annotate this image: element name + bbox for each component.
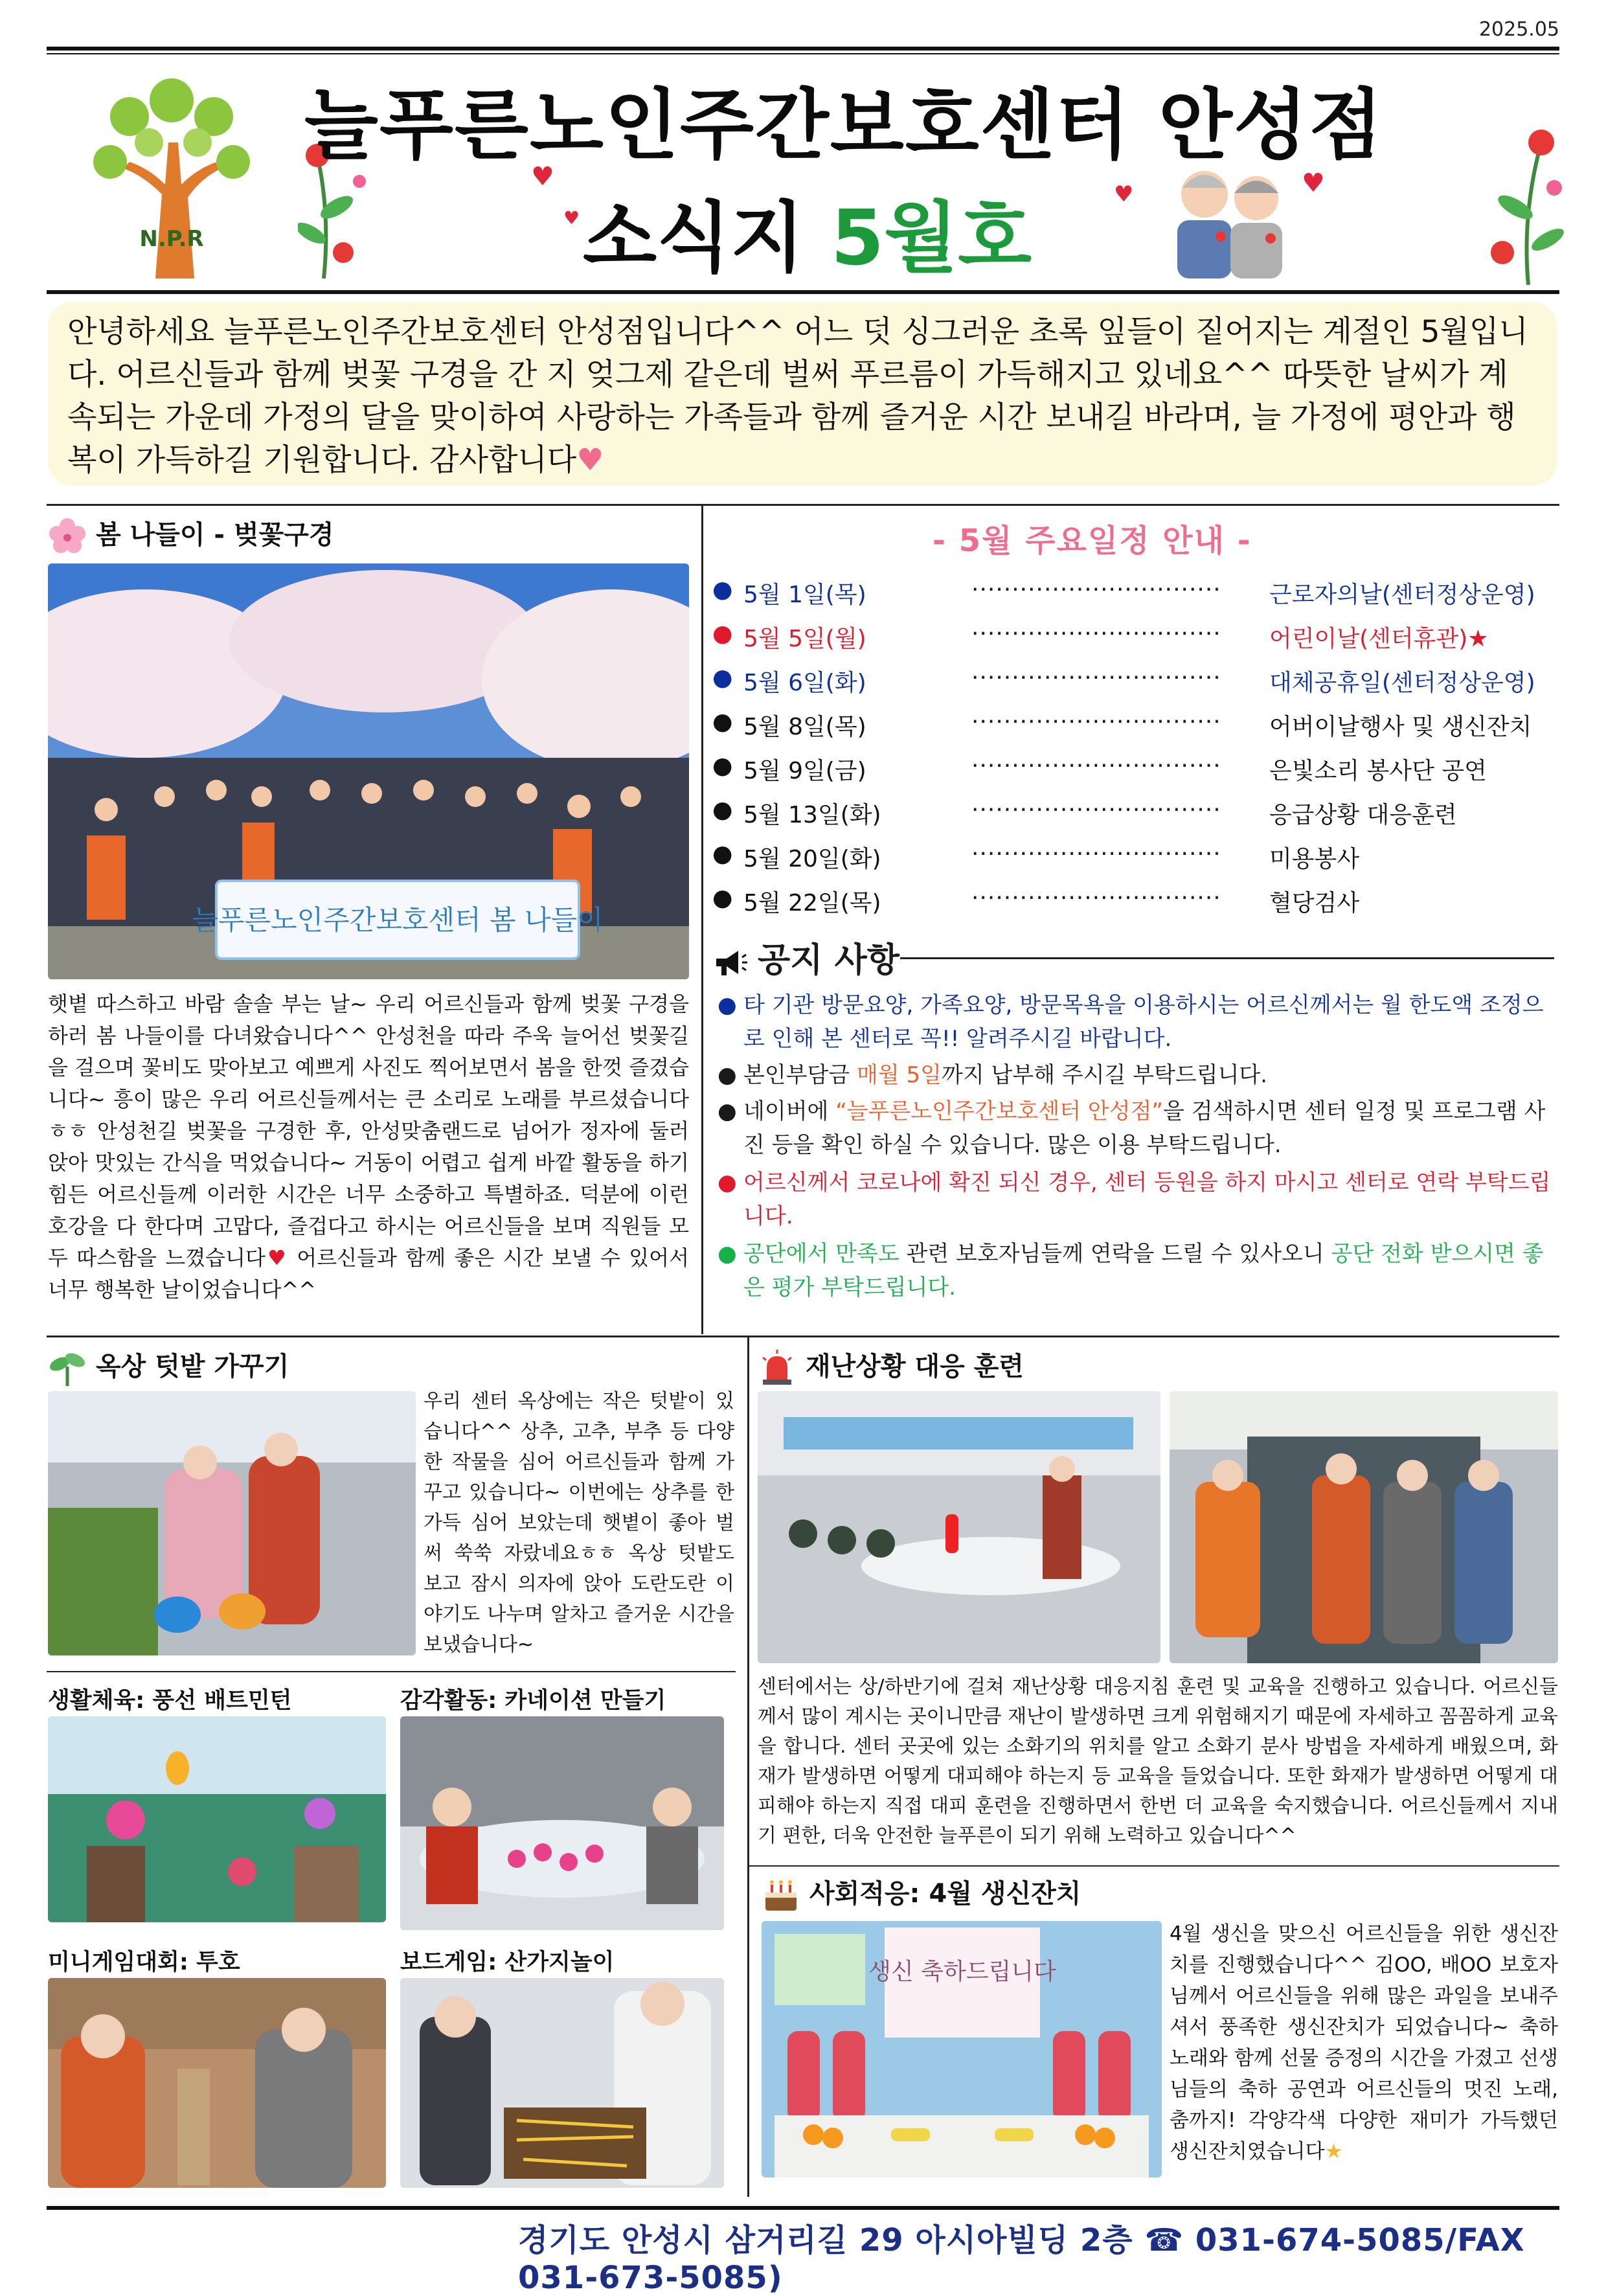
notice-item: ● 타 기관 방문요양, 가족요양, 방문목욕을 이용하시는 어르신께서는 월 한도액 조정으로 인해 본 센터로 꼭!! 알려주시길 바랍니다. <box>718 992 1544 1052</box>
schedule-event: 대체공휴일(센터정상운영) <box>1269 670 1535 696</box>
schedule-event: 어린이날(센터휴관)★ <box>1269 626 1489 652</box>
notice-item: ● 네이버에 “늘푸른노인주간보호센터 안성점”을 검색하시면 센터 일정 및 프로그램 사진 등을 확인 하실 수 있습니다. 많은 이용 부탁드립니다. <box>718 1098 1546 1158</box>
schedule-date: 5월 5일(월) <box>743 626 866 652</box>
bullet-icon: ● <box>712 665 733 691</box>
schedule-date: 5월 13일(화) <box>743 802 881 828</box>
schedule-event: 은빛소리 봉사단 공연 <box>1269 758 1487 784</box>
schedule-row <box>712 709 1554 753</box>
bullet-icon: ● <box>712 841 733 867</box>
schedule-title: - 5월 주요일정 안내 - <box>933 523 1252 559</box>
leader-dots: ······························· <box>971 620 1221 647</box>
cherry-blossom-icon <box>48 517 87 556</box>
leader-dots: ······························· <box>971 885 1221 911</box>
garden-text: 우리 센터 옥상에는 작은 텃밭이 있습니다^^ 상추, 고추, 부추 등 다양한 작물을 심어 어르신들과 함께 가꾸고 있습니다~ 이번에는 상추를 한 가득 심어 보았는데 햇볕이 좋아 벌써 쑥쑥 자랐네요ㅎㅎ 옥상 텃밭도 보고 잠시 의자에 앉아 도란도란 이야기도 나누며 알차고 즐거운 시간을 보냈습니다~ <box>424 1390 734 1656</box>
schedule-row <box>712 885 1554 929</box>
schedule-row <box>712 753 1554 797</box>
notice-item: ● 공단에서 만족도 관련 보호자님들께 연락을 드릴 수 있사오니 공단 전화 받으시면 좋은 평가 부탁드립니다. <box>718 1241 1544 1301</box>
leader-dots: ······························· <box>971 709 1221 735</box>
schedule-date: 5월 1일(목) <box>743 582 866 608</box>
rooftop-garden-photo <box>48 1391 416 1655</box>
schedule-event: 응급상황 대응훈련 <box>1269 802 1457 828</box>
leader-dots: ······························· <box>971 665 1221 691</box>
activity-title: 감각활동: 카네이션 만들기 <box>400 1688 666 1714</box>
issue-date: 2025.05 <box>1478 18 1559 41</box>
leader-dots: ······························· <box>971 576 1221 603</box>
birthday-party-photo <box>762 1921 1162 2177</box>
heart-icon: ♥ <box>265 1245 288 1270</box>
top-rule <box>47 47 1559 51</box>
heart-icon: ♥ <box>576 442 604 478</box>
disaster-training-photo-2 <box>1170 1391 1558 1663</box>
schedule-row <box>712 665 1554 709</box>
header-rule <box>47 290 1559 294</box>
heart-icon: ♥ <box>531 162 554 192</box>
intro-greeting: 안녕하세요 늘푸른노인주간보호센터 안성점입니다^^ 어느 덧 싱그러운 초록 잎들이 짙어지는 계절인 5월입니다. 어르신들과 함께 벚꽃 구경을 간 지 엊그제 같은데 벌써 푸르름이 가득해지고 있네요^^ 따뜻한 날씨가 계속되는 가운데 가정의 달을 맞이하여 사랑하는 가족들과 함께 즐거운 시간 보내길 바라며, 늘 가정에 평안과 행복이 가득하길 기원합니다. 감사합니다♥ <box>48 302 1557 486</box>
schedule-date: 5월 9일(금) <box>743 758 866 784</box>
logo-text: N.P.R <box>139 226 204 252</box>
top-rule-thin <box>47 53 1559 54</box>
schedule-event: 미용봉사 <box>1269 846 1360 872</box>
spring-outing-heading: 봄 나들이 - 벚꽃구경 <box>48 514 334 556</box>
star-icon: ★ <box>1324 2140 1343 2163</box>
schedule-date: 5월 20일(화) <box>743 846 881 872</box>
disaster-text: 센터에서는 상/하반기에 걸쳐 재난상황 대응지침 훈련 및 교육을 진행하고 있습니다. 어르신들께서 많이 계시는 곳이니만큼 재난이 발생하면 크게 위험해지기 때문에 자세하고 꼼꼼하게 교육을 합니다. 센터 곳곳에 있는 소화기의 위치를 알고 소화기 분사 방법을 자세하게 배웠으며, 화재가 발생하면 어떻게 대피해야 하는지 등 교육을 들었습니다. 또한 화재가 발생하면 어떻게 대피해야 하는지 직접 대피 훈련을 진행하면서 한번 더 교육을 숙지했습니다. 어르신들께서 지내기 편한, 더욱 안전한 늘푸른이 되기 위해 노력하고 있습니다^^ <box>758 1676 1558 1847</box>
column-divider <box>701 505 703 1334</box>
activity-title: 보드게임: 산가지놀이 <box>400 1949 615 1975</box>
section-divider <box>749 1865 1559 1867</box>
sangaji-game-photo <box>400 1978 724 2188</box>
schedule-row <box>712 576 1554 620</box>
activity-title: 미니게임대회: 투호 <box>48 1949 240 1975</box>
carnation-making-photo <box>400 1716 724 1930</box>
cherry-blossom-group-photo <box>48 563 689 979</box>
section-divider <box>47 1671 736 1672</box>
newsletter-title: 늘푸른노인주간보호센터 안성점 <box>304 80 1384 170</box>
birthday-text: 4월 생신을 맞으신 어르신들을 위한 생신잔치를 진행했습니다^^ 김OO, 배OO 보호자님께서 어르신들을 위해 많은 과일을 보내주셔서 풍족한 생신잔치가 되었습니다~ 축하 노래와 함께 선물 증정의 시간을 가졌고 선생님들의 축하 공연과 어르신들의 멋진 노래, 춤까지! 각양각색 다양한 재미가 가득했던 생신잔치였습니다★ <box>1170 1922 1558 2163</box>
notice-item: ● 본인부담금 매월 5일까지 납부해 주시길 부탁드립니다. <box>718 1062 1268 1088</box>
schedule-row <box>712 797 1554 841</box>
bullet-icon: ● <box>712 753 733 779</box>
cake-icon <box>762 1876 800 1915</box>
notice-rule <box>900 957 1554 959</box>
disaster-heading: 재난상황 대응 훈련 <box>758 1346 1024 1387</box>
tuho-game-photo <box>48 1978 386 2188</box>
leader-dots: ······························· <box>971 753 1221 779</box>
section-divider <box>47 1336 1559 1337</box>
outing-banner-text: 늘푸른노인주간보호센터 봄 나들이 <box>192 904 604 936</box>
sprout-icon <box>48 1348 87 1387</box>
footer-address: 경기도 안성시 삼거리길 29 아시아빌딩 2층 ☎ 031-674-5085/FAX 031-673-5085) <box>518 2222 1525 2296</box>
flower-decoration-right <box>1470 117 1567 285</box>
siren-icon <box>758 1348 797 1387</box>
activity-title: 생활체육: 풍선 배트민턴 <box>48 1688 292 1714</box>
bullet-icon: ● <box>712 576 733 603</box>
schedule-date: 5월 8일(목) <box>743 714 866 740</box>
leader-dots: ······························· <box>971 797 1221 823</box>
section-divider <box>47 504 1559 506</box>
newsletter-subtitle: 소식지 5월호 <box>583 193 1032 282</box>
footer-rule <box>47 2206 1559 2210</box>
schedule-row <box>712 841 1554 885</box>
spring-outing-text: 햇볕 따스하고 바람 솔솔 부는 날~ 우리 어르신들과 함께 벚꽃 구경을 하러 봄 나들이를 다녀왔습니다^^ 안성천을 따라 주욱 늘어선 벚꽃길을 걸으며 꽃비도 맞아보고 예쁘게 사진도 찍어보면서 봄을 한껏 즐겼습니다~ 흥이 많은 우리 어르신들께서는 큰 소리로 노래를 부르셨습니다ㅎㅎ 안성천길 벚꽃을 구경한 후, 안성맞춤랜드로 넘어가 정자에 둘러 앉아 맛있는 간식을 먹었습니다~ 거동이 어렵고 쉽게 바깥 활동을 하기 힘든 어르신들께 이러한 시간은 너무 소중하고 특별하죠. 덕분에 이런 호강을 다 한다며 고맙다, 즐겁다고 하시는 어르신들을 보며 직원들 모두 따스함을 느꼈습니다♥ 어르신들과 함께 좋은 시간 보낼 수 있어서 너무 행복한 날이었습니다^^ <box>48 992 689 1302</box>
balloon-badminton-photo <box>48 1716 386 1922</box>
heart-icon: ♥ <box>563 207 580 229</box>
heart-icon: ♥ <box>1302 168 1325 198</box>
bullet-icon: ● <box>712 709 733 735</box>
schedule-date: 5월 22일(목) <box>743 890 881 916</box>
notice-heading: 공지 사항 <box>712 933 899 981</box>
disaster-training-photo-1 <box>758 1391 1160 1663</box>
heart-icon: ♥ <box>1114 181 1134 207</box>
issue-month: 5월호 <box>831 193 1032 282</box>
bullet-icon: ● <box>712 885 733 911</box>
schedule-row <box>712 620 1554 665</box>
bullet-icon: ● <box>712 620 733 647</box>
tree-logo <box>84 71 259 278</box>
schedule-event: 근로자의날(센터정상운영) <box>1269 582 1535 608</box>
bullet-icon: ● <box>712 797 733 823</box>
schedule-event: 혈당검사 <box>1269 890 1360 916</box>
megaphone-icon <box>712 944 749 981</box>
column-divider <box>747 1337 749 2197</box>
elderly-couple-illustration <box>1159 155 1302 278</box>
birthday-heading: 사회적응: 4월 생신잔치 <box>762 1873 1081 1915</box>
notice-item: ● 어르신께서 코로나에 확진 되신 경우, 센터 등원을 하지 마시고 센터로 연락 부탁드립니다. <box>718 1170 1551 1229</box>
birthday-banner-text: 생신 축하드립니다 <box>868 1959 1056 1985</box>
garden-heading: 옥상 텃밭 가꾸기 <box>48 1346 289 1387</box>
schedule-event: 어버이날행사 및 생신잔치 <box>1269 714 1532 740</box>
leader-dots: ······························· <box>971 841 1221 867</box>
schedule-date: 5월 6일(화) <box>743 670 866 696</box>
